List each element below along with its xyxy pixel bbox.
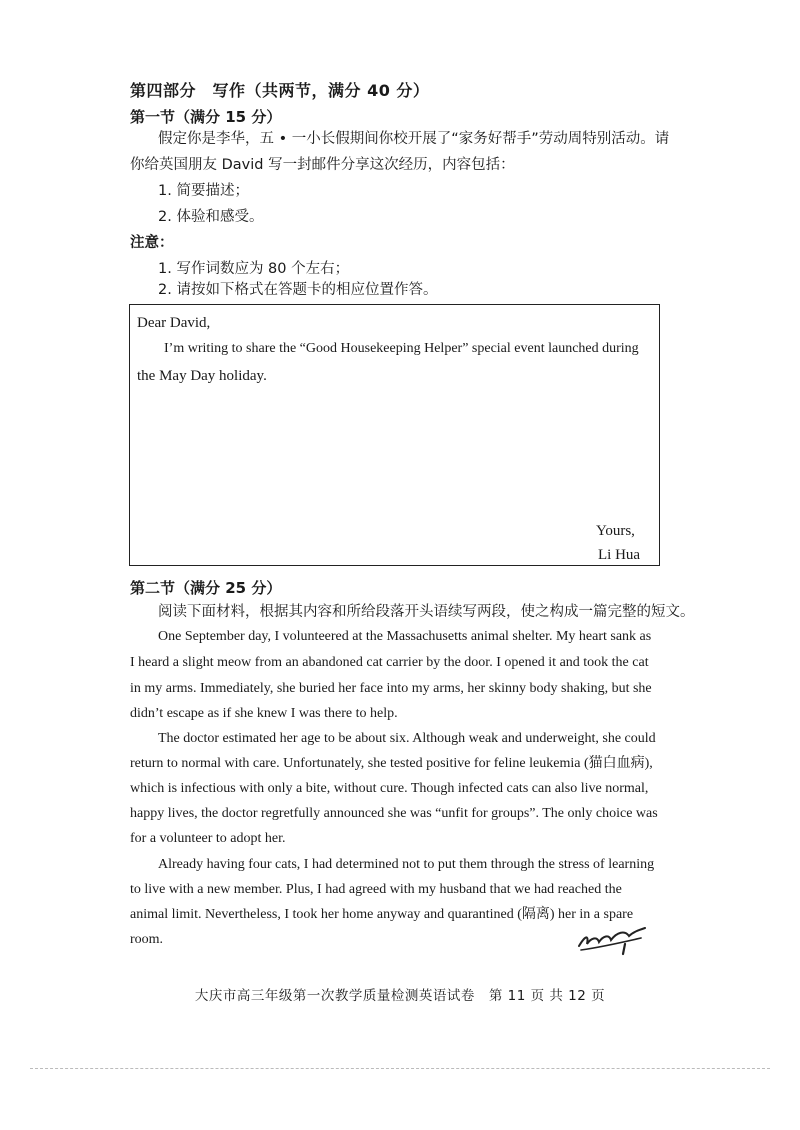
- letter-format-box: [129, 304, 660, 566]
- section1-title: 第一节（满分 15 分）: [130, 108, 282, 126]
- note-label: 注意：: [130, 235, 174, 251]
- note2: 2. 请按如下格式在答题卡的相应位置作答。: [158, 282, 438, 298]
- passage-p3-line2: to live with a new member. Plus, I had agreed with my husband that we had reached the: [130, 882, 622, 897]
- letter-body-line2: the May Day holiday.: [137, 368, 267, 384]
- passage-p1-line3: in my arms. Immediately, she buried her face into my arms, her skinny body shaking, but she: [130, 681, 652, 696]
- passage-p2-line2: return to normal with care. Unfortunately, she tested positive for feline leukemia (猫白血病),: [130, 756, 653, 771]
- letter-closing: Yours,: [596, 523, 635, 539]
- passage-p2-line1: The doctor estimated her age to be about six. Although weak and underweight, she could: [158, 731, 656, 746]
- section2-instruction: 阅读下面材料，根据其内容和所给段落开头语续写两段，使之构成一篇完整的短文。: [158, 604, 695, 620]
- page-footer: 大庆市高三年级第一次教学质量检测英语试卷 第 11 页 共 12 页: [194, 988, 606, 1004]
- passage-p3-line4: room.: [130, 932, 164, 947]
- passage-p2-line4: happy lives, the doctor regretfully announced she was “unfit for groups”. The only choice was: [130, 806, 658, 821]
- bottom-divider: [30, 1068, 770, 1069]
- section1-prompt-line2: 你给英国朋友 David 写一封邮件分享这次经历，内容包括：: [130, 157, 515, 173]
- section1-point1: 1. 简要描述；: [158, 183, 249, 199]
- section2-title: 第二节（满分 25 分）: [130, 579, 282, 597]
- note1: 1. 写作词数应为 80 个左右；: [158, 261, 350, 277]
- letter-signature: Li Hua: [598, 547, 641, 563]
- passage-p2-line5: for a volunteer to adopt her.: [130, 831, 286, 846]
- passage-p3-line3: animal limit. Nevertheless, I took her home anyway and quarantined (隔离) her in a spare: [130, 907, 634, 922]
- section1-point2: 2. 体验和感受。: [158, 209, 264, 225]
- passage-p1-line2: I heard a slight meow from an abandoned cat carrier by the door. I opened it and took the cat: [130, 655, 649, 670]
- letter-greeting: Dear David,: [137, 315, 211, 331]
- letter-body-line1: I’m writing to share the “Good Housekeeping Helper” special event launched during: [164, 341, 639, 356]
- section1-prompt-line1: 假定你是李华，五 • 一小长假期间你校开展了“家务好帮手”劳动周特别活动。请: [158, 131, 670, 147]
- passage-p1-line1: One September day, I volunteered at the Massachusetts animal shelter. My heart sank as: [158, 629, 652, 644]
- passage-p2-line3: which is infectious with only a bite, without cure. Though infected cats can also live normal,: [130, 781, 649, 796]
- handwritten-mark-icon: [575, 918, 655, 958]
- passage-p1-line4: didn’t escape as if she knew I was there to help.: [130, 706, 398, 721]
- part-heading: 第四部分 写作（共两节，满分 40 分）: [130, 81, 430, 100]
- passage-p3-line1: Already having four cats, I had determined not to put them through the stress of learning: [158, 857, 655, 872]
